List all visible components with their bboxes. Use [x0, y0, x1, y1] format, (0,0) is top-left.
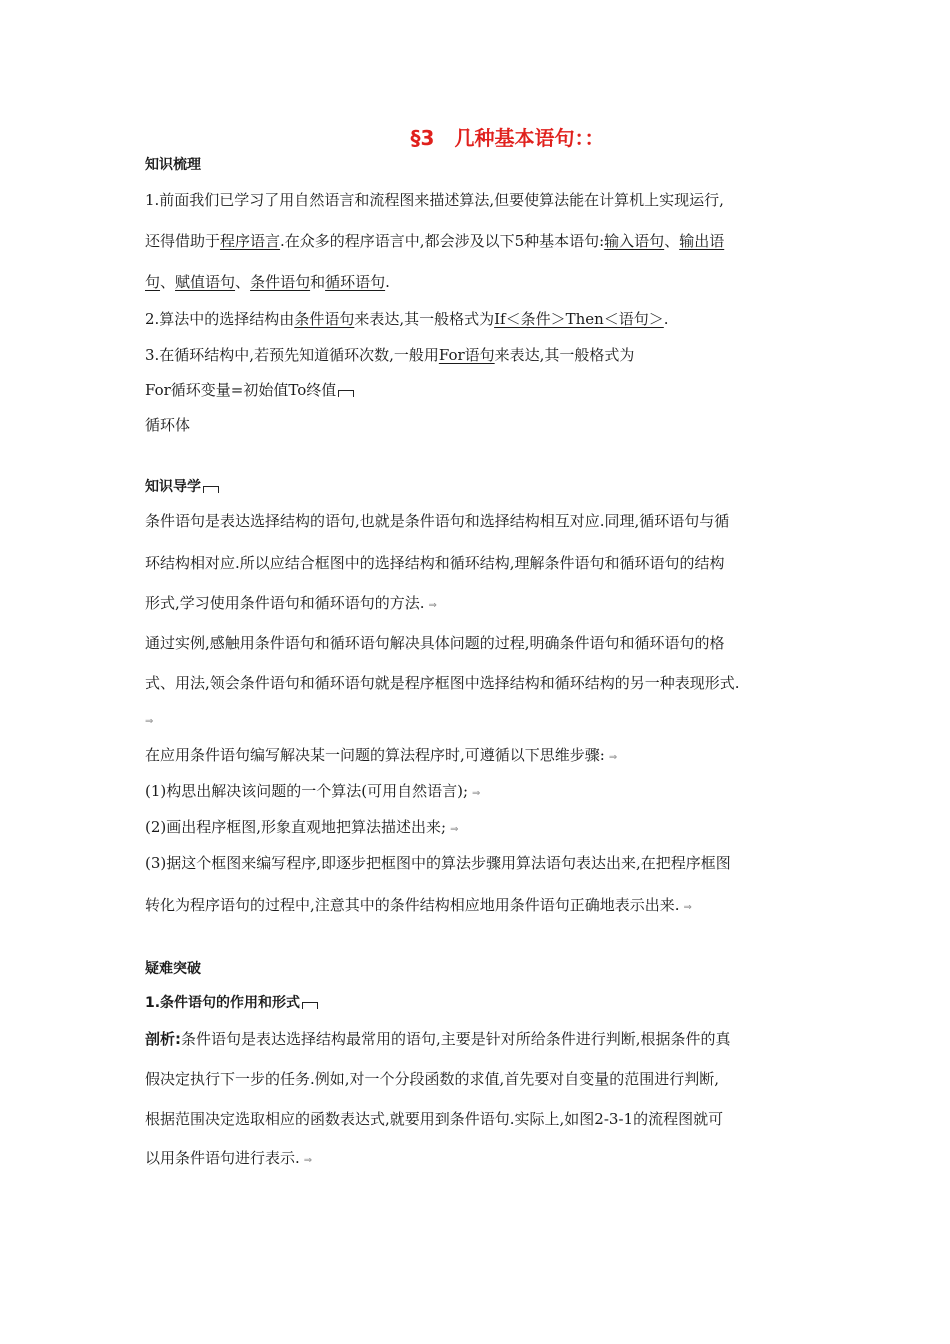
paragraph-mark-icon: ⇒ — [683, 902, 692, 913]
analysis-line-1 — [145, 1028, 731, 1049]
text: 条件语句是表达选择结构最常用的语句,主要是针对所给条件进行判断,根据条件的真 — [181, 1030, 731, 1048]
paragraph-mark-icon: ⇒ — [472, 788, 481, 799]
text: 形式,学习使用条件语句和循环语句的方法. — [145, 594, 425, 612]
text: . — [663, 310, 669, 328]
section-heading-knowledge-guide — [145, 476, 219, 496]
guide-line-4: 通过实例,感触用条件语句和循环语句解决具体问题的过程,明确条件语句和循环语句的格 — [145, 634, 725, 652]
return-mark-icon — [302, 1002, 318, 1009]
text: 在应用条件语句编写解决某一问题的算法程序时,可遵循以下思维步骤: — [145, 746, 605, 764]
guide-line-10: (3)据这个框图来编写程序,即逐步把框图中的算法步骤用算法语句表达出来,在把程序框图 — [145, 854, 731, 872]
paragraph-mark-icon: ⇒ — [145, 716, 154, 727]
paragraph-mark-icon: ⇒ — [303, 1155, 313, 1166]
guide-line-11 — [145, 894, 692, 915]
text: 以用条件语句进行表示. — [145, 1149, 300, 1167]
text: 来表达,其一般格式为 — [494, 346, 635, 364]
analysis-line-4 — [145, 1147, 312, 1168]
return-mark-icon — [203, 486, 219, 493]
answer-program-language: 程序语言 — [220, 232, 281, 250]
text: 还得借助于 — [145, 232, 221, 250]
paragraph-mark-icon: ⇒ — [450, 824, 459, 835]
answer-conditional-statement: 条件语句 — [250, 273, 311, 291]
answer-if-format: If＜条件＞Then＜语句＞ — [494, 310, 664, 328]
text: (1)构思出解决该问题的一个算法(可用自然语言); — [145, 782, 469, 800]
text: 3.在循环结构中,若预先知道循环次数,一般用 — [145, 346, 439, 364]
guide-line-7 — [145, 744, 617, 765]
answer-input-statement: 输入语句 — [604, 232, 665, 250]
text: 知识导学 — [145, 479, 201, 495]
paragraph-1-line-2 — [145, 230, 724, 251]
answer-output-statement-part2: 句 — [145, 273, 161, 291]
section-heading-knowledge-review: 知识梳理 — [145, 157, 201, 173]
answer-for-statement: For语句 — [438, 346, 495, 364]
paragraph-mark-icon: ⇒ — [428, 600, 437, 611]
text: 2.算法中的选择结构由 — [145, 310, 295, 328]
guide-line-5: 式、用法,领会条件语句和循环语句就是程序框图中选择结构和循环结构的另一种表现形式. — [145, 674, 740, 692]
guide-line-1: 条件语句是表达选择结构的语句,也就是条件语句和选择结构相互对应.同理,循环语句与循 — [145, 512, 730, 530]
guide-line-9 — [145, 816, 458, 837]
paragraph-2 — [145, 308, 669, 329]
analysis-line-3: 根据范围决定选取相应的函数表达式,就要用到条件语句.实际上,如图2-3-1的流程图就可 — [145, 1110, 724, 1128]
guide-line-6 — [145, 710, 153, 728]
return-mark-icon — [338, 390, 354, 397]
text: . — [385, 273, 390, 291]
text: (2)画出程序框图,形象直观地把算法描述出来; — [145, 818, 447, 836]
answer-loop-statement: 循环语句 — [325, 273, 386, 291]
text: For循环变量=初始值To终值 — [145, 381, 337, 399]
guide-line-2: 环结构相对应.所以应结合框图中的选择结构和循环结构,理解条件语句和循环语句的结构 — [145, 554, 725, 572]
guide-line-8 — [145, 780, 480, 801]
guide-line-3 — [145, 592, 437, 613]
answer-output-statement-part1: 输出语 — [679, 232, 725, 250]
text: 1.条件语句的作用和形式 — [145, 995, 301, 1011]
answer-conditional-statement-2: 条件语句 — [294, 310, 355, 328]
paragraph-1-line-1: 1.前面我们已学习了用自然语言和流程图来描述算法,但要使算法能在计算机上实现运行, — [145, 191, 724, 209]
text: 转化为程序语句的过程中,注意其中的条件结构相应地用条件语句正确地表示出来. — [145, 896, 680, 914]
text: .在众多的程序语言中,都会涉及以下5种基本语句: — [280, 232, 605, 250]
paragraph-1-line-3 — [145, 271, 390, 292]
text: 、 — [235, 273, 251, 291]
text: 、 — [160, 273, 176, 291]
answer-assignment-statement: 赋值语句 — [175, 273, 236, 291]
page-title: §3 几种基本语句：： — [410, 126, 605, 150]
paragraph-mark-icon: ⇒ — [608, 752, 618, 763]
text: 和 — [310, 273, 326, 291]
analysis-line-2: 假决定执行下一步的任务.例如,对一个分段函数的求值,首先要对自变量的范围进行判断, — [145, 1070, 720, 1088]
paragraph-5: 循环体 — [145, 416, 191, 434]
text: 、 — [664, 232, 680, 250]
subheading-conditional-statement — [145, 992, 318, 1012]
text: 来表达,其一般格式为 — [354, 310, 495, 328]
section-heading-difficulty-breakthrough: 疑难突破 — [145, 961, 201, 977]
document-page — [145, 122, 810, 1167]
analysis-label: 剖析: — [145, 1030, 181, 1048]
paragraph-3 — [145, 344, 634, 365]
paragraph-4 — [145, 379, 354, 400]
